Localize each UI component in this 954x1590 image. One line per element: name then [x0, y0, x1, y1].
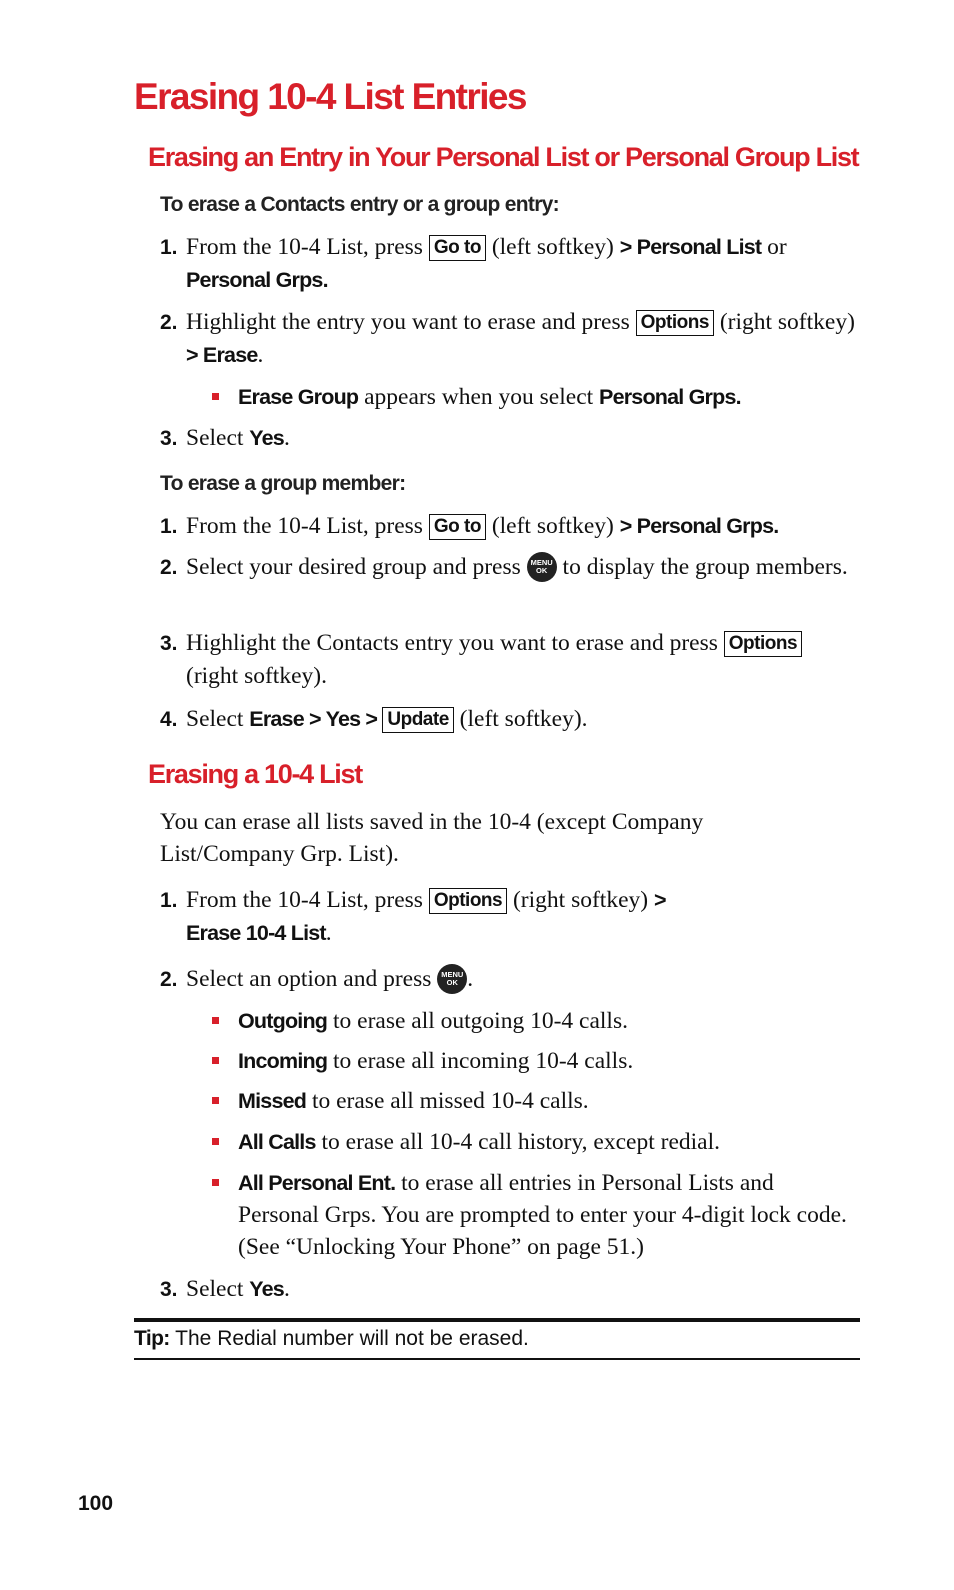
member-step-3: 3. Highlight the Contacts entry you want to erase and press Options (right softkey). [160, 627, 860, 693]
step-2: 2. Highlight the entry you want to erase and press Options (right softkey) > Erase. [160, 306, 860, 372]
options-softkey: Options [724, 631, 802, 657]
tip-bottom-rule [134, 1358, 860, 1360]
section-heading-erase-entry: Erasing an Entry in Your Personal List or Personal Group List [148, 142, 859, 172]
member-step-4: 4. Select Erase > Yes > Update (left softkey). [160, 703, 860, 736]
step-number: 3. [160, 1278, 178, 1301]
bullet-outgoing: Outgoing to erase all outgoing 10-4 calls. [212, 1005, 852, 1037]
member-step-2: 2. Select your desired group and press MENU OK to display the group members. [160, 551, 860, 584]
step-number: 1. [160, 889, 178, 912]
step-number: 3. [160, 427, 178, 450]
member-step-1: 1. From the 10-4 List, press Go to (left softkey) > Personal Grps. [160, 510, 860, 543]
page-number: 100 [78, 1492, 114, 1515]
bullet-marker [212, 1138, 219, 1145]
list-step-1: 1. From the 10-4 List, press Options (right softkey) > Erase 10-4 List. [160, 884, 860, 950]
menu-ok-key-icon: MENU OK [437, 964, 467, 994]
tip-box [134, 1324, 529, 1354]
list-step-2: 2. Select an option and press MENU OK . [160, 963, 860, 996]
step-number: 1. [160, 515, 178, 538]
go-to-softkey: Go to [429, 514, 486, 540]
step-number: 2. [160, 968, 178, 991]
step-number: 1. [160, 236, 178, 259]
options-softkey: Options [429, 888, 507, 914]
section-heading-erase-list: Erasing a 10-4 List [148, 759, 362, 789]
update-softkey: Update [382, 707, 453, 733]
step-number: 2. [160, 556, 178, 579]
intro-paragraph: You can erase all lists saved in the 10-4 (except Company List/Company Grp. List). [160, 809, 704, 867]
step-1: 1. From the 10-4 List, press Go to (left softkey) > Personal List or Personal Grps. [160, 231, 860, 297]
step-number: 3. [160, 632, 178, 655]
step-number: 4. [160, 708, 178, 731]
tip-label: Tip: [134, 1327, 170, 1350]
step-3: 3. Select Yes. [160, 422, 860, 455]
menu-ok-key-icon: MENU OK [527, 552, 557, 582]
bullet-all-personal-ent: All Personal Ent. to erase all entries in Personal Lists and Personal Grps. You are prompted to enter your 4-digit lock code. (See “Unlocking Your Phone” on page 51.) [212, 1167, 852, 1263]
bullet-marker [212, 1057, 219, 1064]
tip-text: The Redial number will not be erased. [169, 1327, 529, 1350]
bullet-marker [212, 393, 219, 400]
tip-top-rule [134, 1318, 860, 1322]
subheading-erase-entry: To erase a Contacts entry or a group entry: [160, 193, 559, 216]
subheading-erase-member: To erase a group member: [160, 472, 406, 495]
bullet-missed: Missed to erase all missed 10-4 calls. [212, 1085, 852, 1117]
bullet-marker [212, 1097, 219, 1104]
bullet-all-calls: All Calls to erase all 10-4 call history, except redial. [212, 1126, 852, 1158]
bullet-marker [212, 1017, 219, 1024]
bullet-incoming: Incoming to erase all incoming 10-4 calls. [212, 1045, 852, 1077]
options-softkey: Options [636, 310, 714, 336]
page-title: Erasing 10-4 List Entries [134, 76, 526, 117]
list-step-3: 3. Select Yes. [160, 1273, 860, 1306]
step-number: 2. [160, 311, 178, 334]
go-to-softkey: Go to [429, 235, 486, 261]
bullet-erase-group: Erase Group appears when you select Personal Grps. [212, 381, 852, 413]
bullet-marker [212, 1179, 219, 1186]
